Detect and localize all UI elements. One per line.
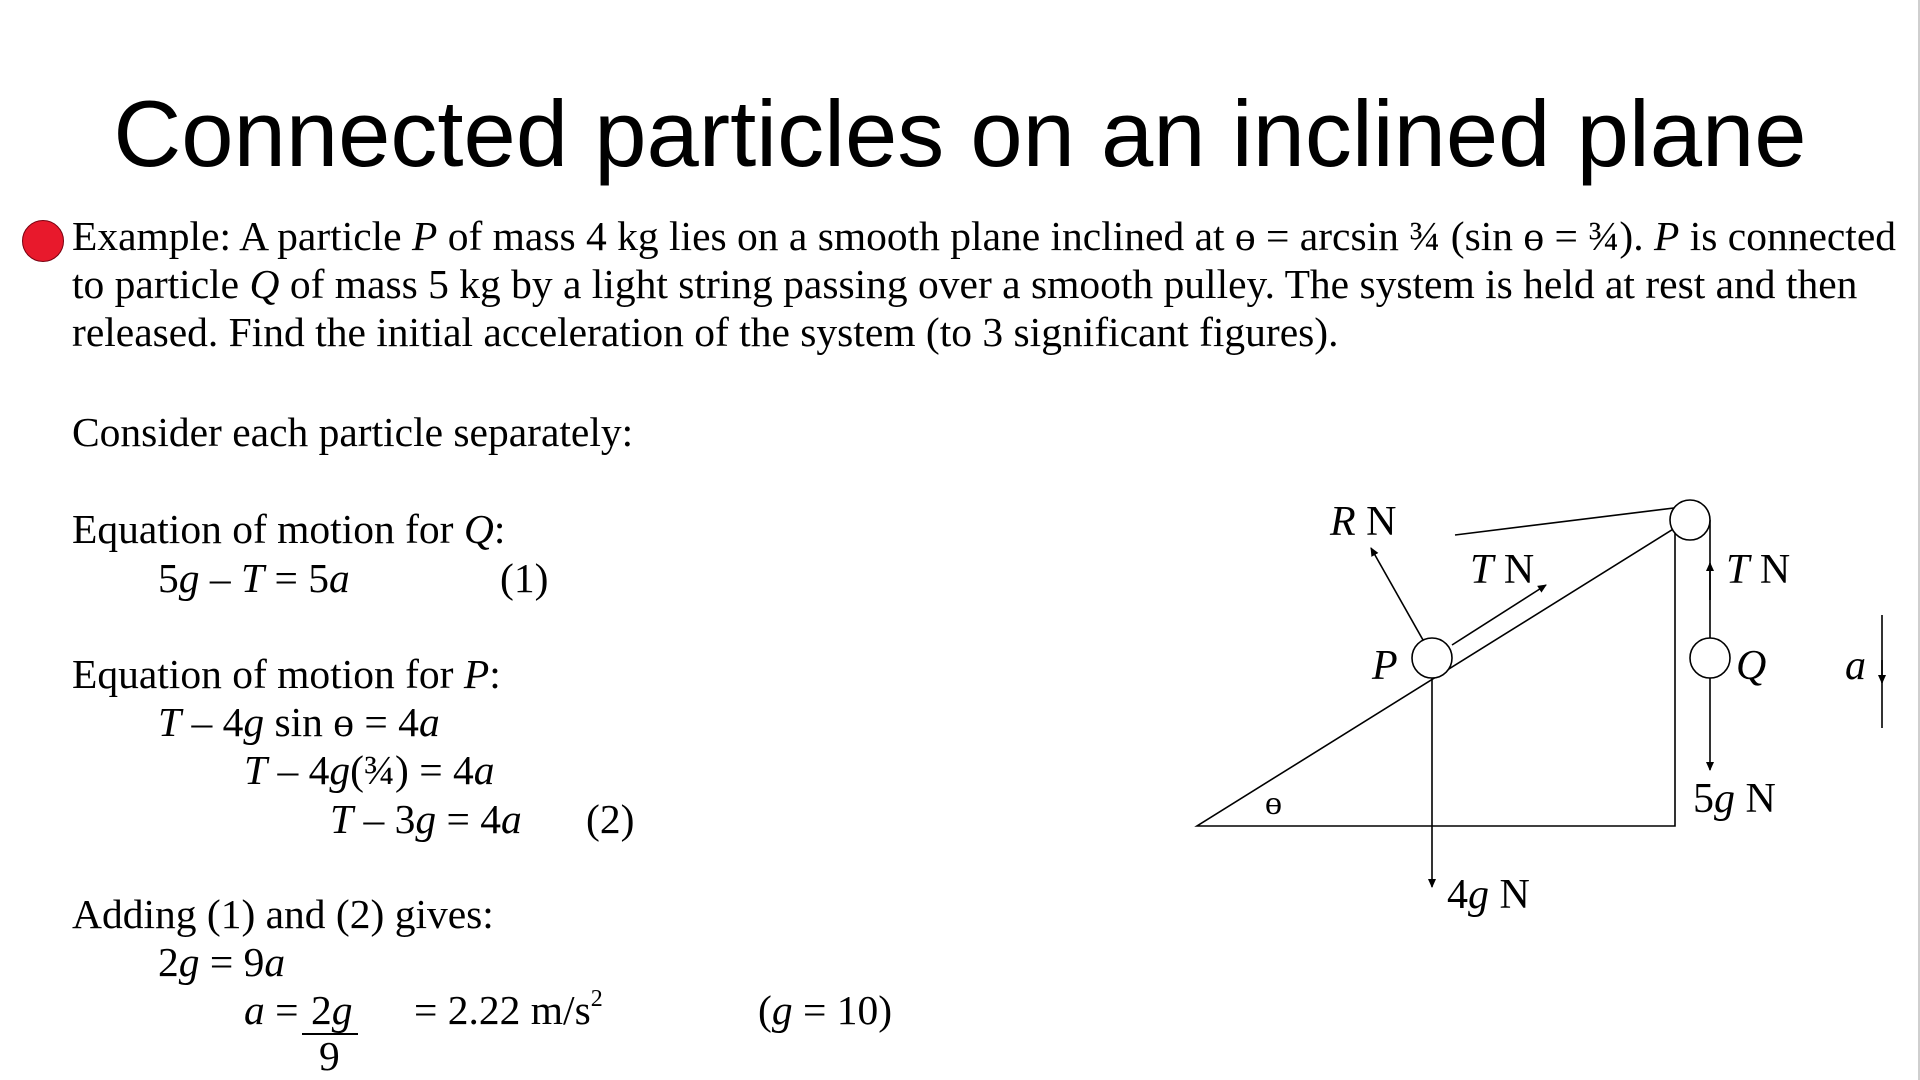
example-text: of mass 5 kg by a light string passing over a smooth pulley. The system is held at rest and then released. Find the initial acceleration of the system (to 3 significant figures). <box>72 261 1858 355</box>
p-heading: Equation of motion for P: <box>72 651 501 697</box>
sum-equation: 2g = 9a <box>158 939 286 985</box>
q-heading: Equation of motion for Q: <box>72 506 506 552</box>
example-text: of mass 4 kg lies on a smooth plane inclined at ɵ = arcsin ¾ (sin ɵ = ¾). <box>437 213 1654 259</box>
pulley-icon <box>1670 500 1710 540</box>
reaction-arrow <box>1371 548 1423 640</box>
fraction-denominator: 9 <box>319 1033 340 1079</box>
label-weight-q: 5g N <box>1693 776 1776 822</box>
label-theta: ɵ <box>1265 785 1282 822</box>
label-acceleration: a <box>1845 643 1866 689</box>
equation-number-1: (1) <box>500 555 549 601</box>
final-lhs: a = <box>244 987 299 1033</box>
p-equation-1: T – 4g sin ɵ = 4a <box>158 699 440 745</box>
q-equation: 5g – T = 5a <box>158 555 350 601</box>
label-particle-p: P <box>1372 643 1398 689</box>
example-text: Example: A particle <box>72 213 412 259</box>
example-variable: P <box>1654 213 1680 259</box>
particle-p-icon <box>1412 638 1452 678</box>
label-tension-vertical: T N <box>1726 547 1791 593</box>
gravity-note: (g = 10) <box>758 987 893 1033</box>
example-variable: Q <box>249 261 280 307</box>
p-equation-2: T – 4g(¾) = 4a <box>244 747 495 793</box>
slide-title: Connected particles on an inclined plane <box>113 81 1807 186</box>
consider-text: Consider each particle separately: <box>72 409 634 455</box>
final-result: = 2.22 $m/s^2$ <box>414 986 603 1033</box>
label-particle-q: Q <box>1736 643 1767 689</box>
particle-q-icon <box>1690 638 1730 678</box>
fraction-numerator: 2g <box>311 987 353 1033</box>
label-weight-p: 4g N <box>1447 872 1530 918</box>
equation-number-2: (2) <box>586 796 635 842</box>
label-tension-slope: T N <box>1470 547 1535 593</box>
example-text: is connected to particle <box>72 213 1896 307</box>
adding-text: Adding (1) and (2) gives: <box>72 891 494 937</box>
example-variable: P <box>411 213 438 259</box>
label-reaction: R N <box>1330 499 1397 545</box>
p-equation-3: T – 3g = 4a <box>330 796 522 842</box>
tension-arrow-p <box>1452 585 1546 645</box>
string-on-slope <box>1455 506 1690 535</box>
